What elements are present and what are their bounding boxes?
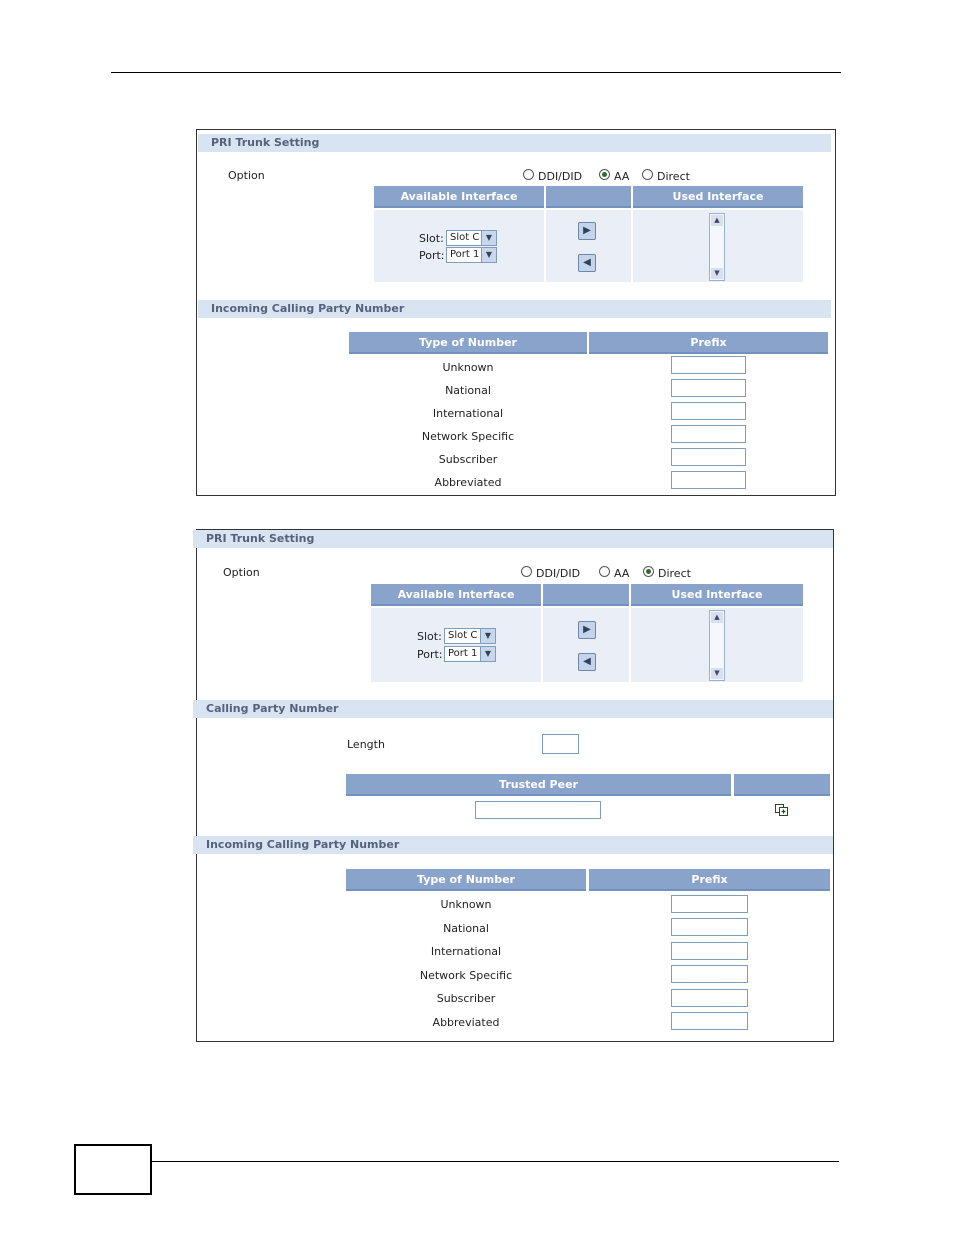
type-unknown: Unknown <box>440 898 492 911</box>
scroll-up-icon[interactable]: ▲ <box>711 612 723 623</box>
used-interface-header: Used Interface <box>633 186 803 208</box>
slot-select[interactable] <box>444 628 496 644</box>
radio-direct[interactable] <box>643 566 654 577</box>
length-label: Length <box>347 738 385 751</box>
port-label: Port: <box>417 648 443 661</box>
prefix-national-input[interactable] <box>671 918 748 936</box>
type-unknown: Unknown <box>442 361 494 374</box>
prefix-subscriber-input[interactable] <box>671 989 748 1007</box>
port-select[interactable] <box>444 646 496 662</box>
option-label: Option <box>223 566 260 579</box>
option-label: Option <box>228 169 265 182</box>
port-label: Port: <box>419 249 445 262</box>
radio-aa-label: AA <box>614 170 630 183</box>
prefix-unknown-input[interactable] <box>671 356 746 374</box>
prefix-abbreviated-input[interactable] <box>671 471 746 489</box>
radio-direct-label: Direct <box>657 170 690 183</box>
chevron-down-icon: ▼ <box>480 629 495 643</box>
type-of-number-header: Type of Number <box>349 332 587 354</box>
prefix-international-input[interactable] <box>671 402 746 420</box>
radio-aa-label: AA <box>614 567 630 580</box>
type-national: National <box>445 384 491 397</box>
radio-ddi-did[interactable] <box>521 566 532 577</box>
used-interface-list[interactable] <box>709 213 725 281</box>
prefix-international-input[interactable] <box>671 942 748 960</box>
prefix-national-input[interactable] <box>671 379 746 397</box>
arrow-right-icon[interactable]: ▶ <box>578 222 596 240</box>
trusted-peer-input[interactable] <box>475 801 601 819</box>
arrow-left-icon[interactable]: ◀ <box>578 653 596 671</box>
trusted-peer-header: Trusted Peer <box>346 774 731 796</box>
type-network-specific: Network Specific <box>421 430 515 443</box>
radio-ddi-did[interactable] <box>523 169 534 180</box>
scroll-up-icon[interactable]: ▲ <box>711 215 723 226</box>
slot-select-value: Slot C <box>450 232 480 243</box>
available-interface-cell <box>374 210 544 282</box>
chevron-down-icon: ▼ <box>481 231 496 245</box>
type-subscriber: Subscriber <box>436 992 496 1005</box>
section-incoming-calling-party-number: Incoming Calling Party Number <box>193 836 833 854</box>
section-incoming-calling-party-number: Incoming Calling Party Number <box>198 300 831 318</box>
type-network-specific: Network Specific <box>419 969 513 982</box>
header-rule <box>111 72 841 73</box>
radio-direct[interactable] <box>642 169 653 180</box>
footer-rule <box>152 1161 839 1162</box>
port-select-value: Port 1 <box>450 249 480 260</box>
scroll-down-icon[interactable]: ▼ <box>711 668 723 679</box>
section-calling-party-number: Calling Party Number <box>193 700 833 718</box>
prefix-network-specific-input[interactable] <box>671 965 748 983</box>
arrow-right-icon[interactable]: ▶ <box>578 621 596 639</box>
screenshot-panel-aa <box>196 129 836 496</box>
radio-ddi-did-label: DDI/DID <box>536 567 581 580</box>
prefix-subscriber-input[interactable] <box>671 448 746 466</box>
type-national: National <box>443 922 489 935</box>
available-interface-header: Available Interface <box>374 186 544 208</box>
radio-ddi-did-label: DDI/DID <box>538 170 583 183</box>
chevron-down-icon: ▼ <box>481 248 496 262</box>
prefix-network-specific-input[interactable] <box>671 425 746 443</box>
type-of-number-header: Type of Number <box>346 869 586 891</box>
available-interface-cell <box>371 608 541 682</box>
radio-aa[interactable] <box>599 169 610 180</box>
prefix-unknown-input[interactable] <box>671 895 748 913</box>
type-abbreviated: Abbreviated <box>434 476 502 489</box>
port-select[interactable] <box>446 247 497 263</box>
radio-direct-label: Direct <box>658 567 691 580</box>
section-pri-trunk-setting: PRI Trunk Setting <box>193 530 833 548</box>
type-subscriber: Subscriber <box>438 453 498 466</box>
used-interface-list[interactable] <box>709 610 725 681</box>
type-international: International <box>432 407 504 420</box>
slot-select-value: Slot C <box>448 630 478 641</box>
used-interface-header: Used Interface <box>631 584 803 606</box>
move-column-header <box>546 186 631 208</box>
type-abbreviated: Abbreviated <box>432 1016 500 1029</box>
page-number-box <box>74 1144 152 1195</box>
port-select-value: Port 1 <box>448 648 478 659</box>
screenshot-panel-direct <box>196 529 834 1042</box>
type-international: International <box>430 945 502 958</box>
radio-aa[interactable] <box>599 566 610 577</box>
prefix-abbreviated-input[interactable] <box>671 1012 748 1030</box>
length-input[interactable] <box>542 734 579 754</box>
trusted-peer-action-header <box>734 774 830 796</box>
slot-select[interactable] <box>446 230 497 246</box>
section-pri-trunk-setting: PRI Trunk Setting <box>198 134 831 152</box>
slot-label: Slot: <box>417 630 442 643</box>
prefix-header: Prefix <box>589 332 828 354</box>
move-column-header <box>543 584 629 606</box>
available-interface-header: Available Interface <box>371 584 541 606</box>
slot-label: Slot: <box>419 232 444 245</box>
prefix-header: Prefix <box>589 869 830 891</box>
arrow-left-icon[interactable]: ◀ <box>578 254 596 272</box>
add-icon[interactable] <box>775 804 788 816</box>
scroll-down-icon[interactable]: ▼ <box>711 268 723 279</box>
chevron-down-icon: ▼ <box>480 647 495 661</box>
